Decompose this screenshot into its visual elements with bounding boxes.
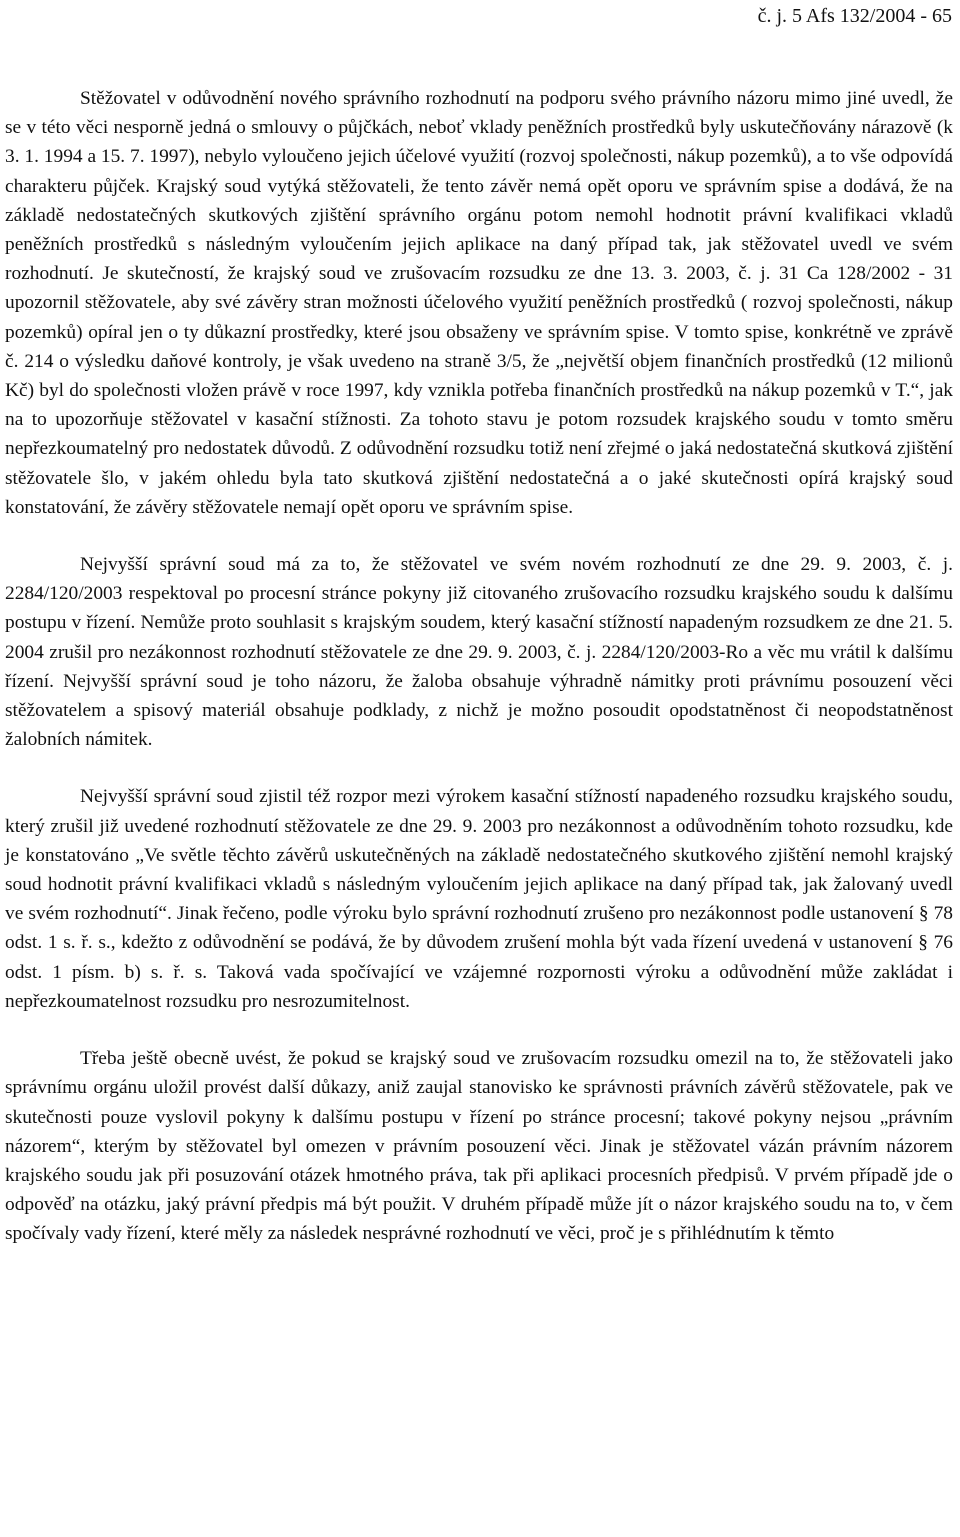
document-body: [5, 84, 953, 1249]
paragraph-1: Stěžovatel v odůvodnění nového správního rozhodnutí na podporu svého právního názoru mimo jiné uvedl, že se v této věci nesporně jedná o smlouvy o půjčkách, neboť vklady peněžních prostředků byly uskutečňovány nárazově (k 3. 1. 1994 a 15. 7. 1997), nebylo vyloučeno jejich účelové využití (rozvoj společnosti, nákup pozemků), a to vše odpovídá charakteru půjček. Krajský soud vytýká stěžovateli, že tento závěr nemá opět oporu ve správním spise a dodává, že na základě nedostatečných skutkových zjištění správního orgánu potom nemohl hodnotit právní kvalifikaci vkladů peněžních prostředků s následným vyloučením jejich aplikace na daný případ tak, jak stěžovatel uvedl ve svém rozhodnutí. Je skutečností, že krajský soud ve zrušovacím rozsudku ze dne 13. 3. 2003, č. j. 31 Ca 128/2002 - 31 upozornil stěžovatele, aby své závěry stran možnosti účelového využití peněžních prostředků ( rozvoj společnosti, nákup pozemků) opíral jen o ty důkazní prostředky, které jsou obsaženy ve správním spise. V tomto spise, konkrétně ve zprávě č. 214 o výsledku daňové kontroly, je však uvedeno na straně 3/5, že „největší objem finančních prostředků (12 milionů Kč) byl do společnosti vložen právě v roce 1997, kdy vznikla potřeba finančních prostředků na nákup pozemků v T.“, jak na to upozorňuje stěžovatel v kasační stížnosti. Za tohoto stavu je potom rozsudek krajského soudu v tomto směru nepřezkoumatelný pro nedostatek důvodů. Z odůvodnění rozsudku totiž není zřejmé o jaká nedostatečná skutková zjištění stěžovatele šlo, v jakém ohledu byla tato skutková zjištění nedostatečná a o jaké skutečnosti opírá krajský soud konstatování, že závěry stěžovatele nemají opět oporu ve správním spise.: [5, 88, 953, 518]
case-reference: č. j. 5 Afs 132/2004 - 65: [757, 5, 952, 27]
paragraph-4: Třeba ještě obecně uvést, že pokud se krajský soud ve zrušovacím rozsudku omezil na to, že stěžovateli jako správnímu orgánu uložil provést další důkazy, aniž zaujal stanovisko ke správnosti právních závěrů stěžovatele, pak ve skutečnosti pouze vyslovil pokyny k dalšímu postupu v řízení po stránce procesní; takové pokyny nejsou „právním názorem“, kterým by stěžovatel byl omezen v právním posouzení věci. Jinak je stěžovatel vázán právním názorem krajského soudu jak při posuzování otázek hmotného práva, tak při aplikaci procesních předpisů. V prvém případě jde o odpověď na otázku, jaký právní předpis má být použit. V druhém případě může jít o názor krajského soudu na to, v čem spočívaly vady řízení, které měly za následek nesprávné rozhodnutí ve věci, proč je s přihlédnutím k těmto: [5, 1048, 953, 1245]
paragraph-2: Nejvyšší správní soud má za to, že stěžovatel ve svém novém rozhodnutí ze dne 29. 9. 2003, č. j. 2284/120/2003 respektoval po procesní stránce pokyny již citovaného zrušovacího rozsudku krajského soudu k dalšímu postupu v řízení. Nemůže proto souhlasit s krajským soudem, který kasační stížností napadeným rozsudkem ze dne 21. 5. 2004 zrušil pro nezákonnost rozhodnutí stěžovatele ze dne 29. 9. 2003, č. j. 2284/120/2003-Ro a věc mu vrátil k dalšímu řízení. Nejvyšší správní soud je toho názoru, že žaloba obsahuje výhradně námitky proti právnímu posouzení věci stěžovatelem a spisový materiál obsahuje podklady, z nichž je možno posoudit opodstatněnost či neopodstatněnost žalobních námitek.: [5, 554, 953, 751]
paragraph-3: Nejvyšší správní soud zjistil též rozpor mezi výrokem kasační stížností napadeného rozsudku krajského soudu, který zrušil již uvedené rozhodnutí stěžovatele ze dne 29. 9. 2003 pro nezákonnost a odůvodněním tohoto rozsudku, kde je konstatováno „Ve světle těchto závěrů uskutečněných na základě nedostatečného skutkového zjištění nemohl krajský soud hodnotit právní kvalifikaci vkladů s následným vyloučením jejich aplikace na daný případ tak, jak žalovaný uvedl ve svém rozhodnutí“. Jinak řečeno, podle výroku bylo správní rozhodnutí zrušeno pro nezákonnost podle ustanovení § 78 odst. 1 s. ř. s., kdežto z odůvodnění se podává, že by důvodem zrušení mohla být vada řízení uvedená v ustanovení § 76 odst. 1 písm. b) s. ř. s. Taková vada spočívající ve vzájemné rozpornosti výroku a odůvodnění může zakládat i nepřezkoumatelnost rozsudku pro nesrozumitelnost.: [5, 786, 953, 1012]
